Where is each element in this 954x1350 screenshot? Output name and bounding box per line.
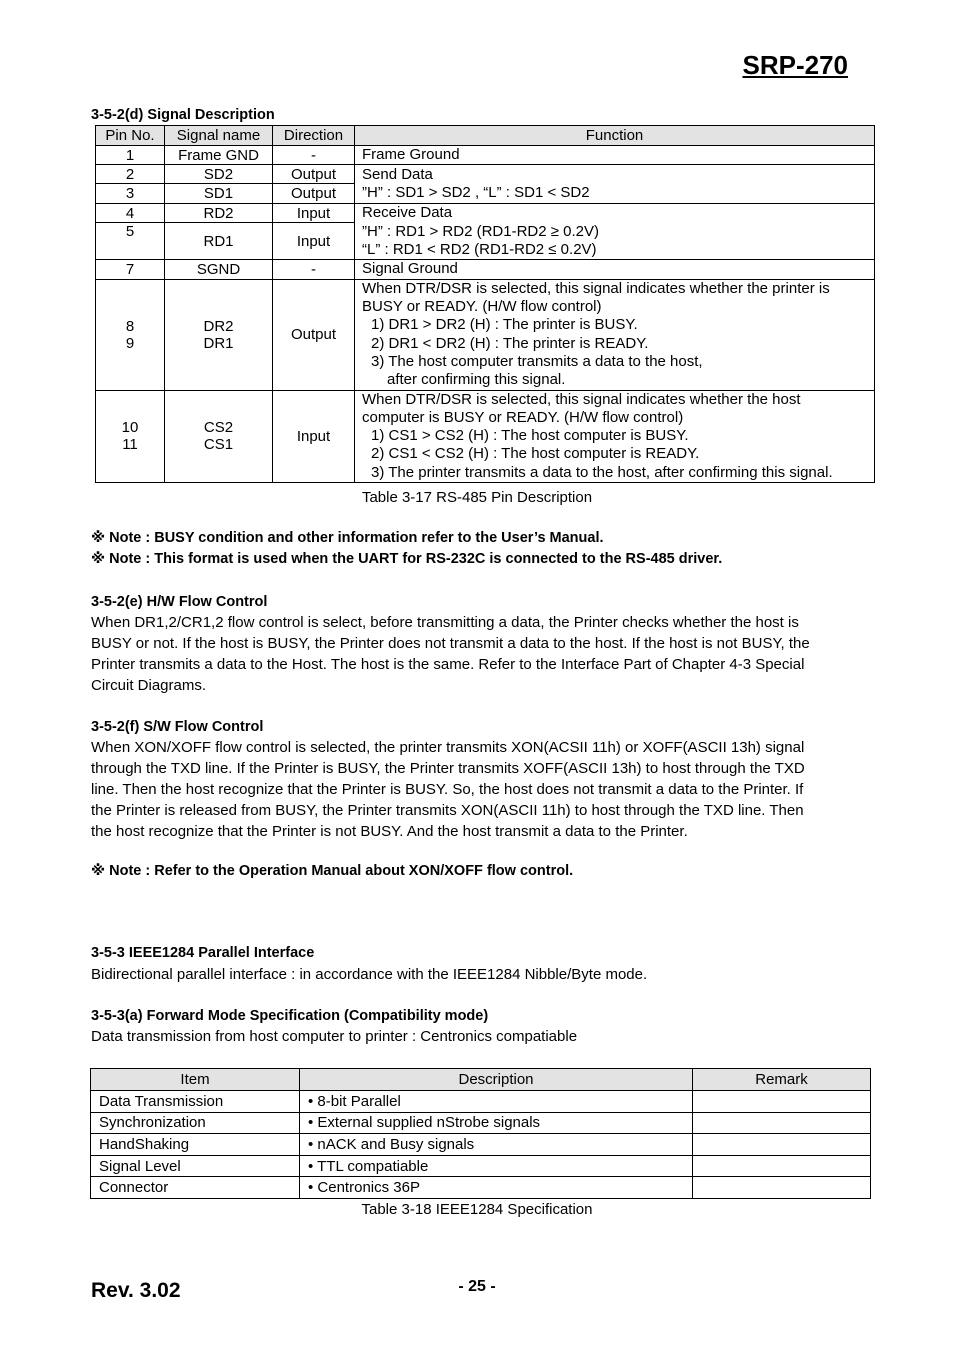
remark-cell bbox=[693, 1112, 871, 1134]
pin-cell: 5 bbox=[96, 223, 165, 260]
item-cell: Synchronization bbox=[91, 1112, 300, 1134]
direction-cell: - bbox=[273, 146, 355, 165]
remark-cell bbox=[693, 1134, 871, 1156]
description-cell: • 8-bit Parallel bbox=[300, 1091, 693, 1113]
section-title-forward-mode: 3-5-3(a) Forward Mode Specification (Compatibility mode) bbox=[91, 1008, 489, 1024]
table-row bbox=[96, 390, 875, 482]
pin-number: 10 bbox=[121, 419, 139, 437]
pin-cell: 7 bbox=[96, 260, 165, 279]
section-title-signal-description: 3-5-2(d) Signal Description bbox=[91, 107, 275, 123]
function-cell bbox=[355, 204, 875, 260]
paragraph-line: Circuit Diagrams. bbox=[91, 677, 207, 694]
signal-name: DR2 bbox=[203, 317, 234, 335]
description-cell: • External supplied nStrobe signals bbox=[300, 1112, 693, 1134]
pin-cell: 2 bbox=[96, 165, 165, 184]
table-row bbox=[91, 1112, 871, 1134]
signal-name: CS2 bbox=[203, 419, 234, 437]
paragraph-line: the Printer is released from BUSY, the Printer transmits XON(ASCII 11h) to host through the TXD line. Then bbox=[91, 802, 804, 819]
hw-flow-paragraph bbox=[91, 612, 866, 696]
function-line: 2) DR1 < DR2 (H) : The printer is READY. bbox=[371, 334, 649, 352]
function-line: computer is BUSY or READY. (H/W flow control) bbox=[362, 408, 684, 426]
table-row bbox=[96, 146, 875, 165]
signal-cell: RD1 bbox=[165, 223, 273, 260]
remark-cell bbox=[693, 1091, 871, 1113]
description-cell: • Centronics 36P bbox=[300, 1177, 693, 1199]
pin-cell: 1 bbox=[96, 146, 165, 165]
pin-cell: 3 bbox=[96, 184, 165, 204]
table-row bbox=[91, 1091, 871, 1113]
col-header-pin: Pin No. bbox=[96, 126, 165, 146]
ieee1284-spec-table bbox=[90, 1068, 871, 1199]
signal-name: DR1 bbox=[203, 334, 234, 352]
table-row bbox=[96, 165, 875, 184]
note-xon-xoff: ※ Note : Refer to the Operation Manual about XON/XOFF flow control. bbox=[91, 863, 574, 879]
revision-label: Rev. 3.02 bbox=[91, 1279, 181, 1302]
signal-name: CS1 bbox=[203, 436, 234, 454]
rs485-pin-table bbox=[95, 125, 875, 483]
function-line: 1) DR1 > DR2 (H) : The printer is BUSY. bbox=[371, 316, 638, 334]
section-title-sw-flow: 3-5-2(f) S/W Flow Control bbox=[91, 719, 264, 735]
direction-cell: Input bbox=[273, 390, 355, 482]
paragraph-line: BUSY or not. If the host is BUSY, the Printer does not transmit a data to the host. If the host is not BUSY, the bbox=[91, 635, 810, 652]
pin-number: 11 bbox=[122, 436, 138, 454]
table-row bbox=[96, 204, 875, 223]
sw-flow-paragraph bbox=[91, 737, 866, 842]
table-row bbox=[91, 1134, 871, 1156]
pin-number: 8 bbox=[125, 317, 135, 335]
table-row bbox=[91, 1155, 871, 1177]
table-header-row bbox=[96, 126, 875, 146]
function-cell bbox=[355, 165, 875, 204]
function-line: after confirming this signal. bbox=[387, 371, 566, 389]
section-title-ieee1284: 3-5-3 IEEE1284 Parallel Interface bbox=[91, 945, 315, 961]
col-header-signal: Signal name bbox=[165, 126, 273, 146]
table-row bbox=[91, 1177, 871, 1199]
table-row bbox=[96, 279, 875, 390]
col-header-function: Function bbox=[355, 126, 875, 146]
table-caption-rs485: Table 3-17 RS-485 Pin Description bbox=[361, 489, 593, 506]
function-line: BUSY or READY. (H/W flow control) bbox=[362, 298, 602, 315]
pin-number: 9 bbox=[125, 334, 135, 352]
remark-cell bbox=[693, 1155, 871, 1177]
table-row bbox=[96, 260, 875, 279]
signal-cell: RD2 bbox=[165, 204, 273, 223]
paragraph-line: the host recognize that the Printer is not BUSY. And the host transmit a data to the Printer. bbox=[91, 823, 688, 840]
col-header-description: Description bbox=[300, 1069, 693, 1091]
pin-cell bbox=[96, 279, 165, 390]
direction-cell: Input bbox=[273, 223, 355, 260]
function-line: When DTR/DSR is selected, this signal indicates whether the host bbox=[362, 390, 801, 408]
function-cell bbox=[355, 279, 875, 390]
note-uart: ※ Note : This format is used when the UART for RS-232C is connected to the RS-485 driver. bbox=[91, 551, 723, 567]
remark-cell bbox=[693, 1177, 871, 1199]
description-cell: • TTL compatiable bbox=[300, 1155, 693, 1177]
col-header-direction: Direction bbox=[273, 126, 355, 146]
function-line: Send Data bbox=[362, 166, 433, 183]
item-cell: Connector bbox=[91, 1177, 300, 1199]
col-header-item: Item bbox=[91, 1069, 300, 1091]
page-number: - 25 - bbox=[458, 1278, 496, 1295]
signal-cell: SD1 bbox=[165, 184, 273, 204]
direction-cell: Input bbox=[273, 204, 355, 223]
direction-cell: Output bbox=[273, 165, 355, 184]
description-cell: • nACK and Busy signals bbox=[300, 1134, 693, 1156]
function-cell bbox=[355, 390, 875, 482]
signal-cell: SGND bbox=[165, 260, 273, 279]
function-line: When DTR/DSR is selected, this signal indicates whether the printer is bbox=[362, 279, 830, 297]
function-line: 1) CS1 > CS2 (H) : The host computer is BUSY. bbox=[371, 427, 689, 445]
forward-mode-description: Data transmission from host computer to printer : Centronics compatiable bbox=[91, 1028, 578, 1045]
signal-cell: SD2 bbox=[165, 165, 273, 184]
function-line: ”H” : RD1 > RD2 (RD1-RD2 ≥ 0.2V) bbox=[362, 222, 600, 240]
function-cell: Frame Ground bbox=[355, 146, 875, 165]
function-line: 3) The host computer transmits a data to the host, bbox=[371, 352, 703, 370]
item-cell: Data Transmission bbox=[91, 1091, 300, 1113]
paragraph-line: through the TXD line. If the Printer is BUSY, the Printer transmits XOFF(ASCII 13h) to host through the TXD bbox=[91, 760, 805, 777]
pin-cell: 4 bbox=[96, 204, 165, 223]
function-line: 2) CS1 < CS2 (H) : The host computer is READY. bbox=[371, 445, 700, 463]
col-header-remark: Remark bbox=[693, 1069, 871, 1091]
item-cell: Signal Level bbox=[91, 1155, 300, 1177]
paragraph-line: When DR1,2/CR1,2 flow control is select, before transmitting a data, the Printer checks whether the host is bbox=[91, 614, 799, 631]
section-title-hw-flow: 3-5-2(e) H/W Flow Control bbox=[91, 594, 268, 610]
function-line: “L” : RD1 < RD2 (RD1-RD2 ≤ 0.2V) bbox=[362, 240, 597, 258]
paragraph-line: Printer transmits a data to the Host. The host is the same. Refer to the Interface Part of Chapter 4-3 Special bbox=[91, 656, 805, 673]
pin-cell bbox=[96, 390, 165, 482]
ieee1284-description: Bidirectional parallel interface : in accordance with the IEEE1284 Nibble/Byte mode. bbox=[91, 966, 648, 983]
signal-cell bbox=[165, 390, 273, 482]
function-line: 3) The printer transmits a data to the host, after confirming this signal. bbox=[371, 463, 833, 481]
direction-cell: - bbox=[273, 260, 355, 279]
item-cell: HandShaking bbox=[91, 1134, 300, 1156]
function-cell: Signal Ground bbox=[355, 260, 875, 279]
paragraph-line: line. Then the host recognize that the Printer is BUSY. So, the host does not transmit a data to the Printer. If bbox=[91, 781, 804, 798]
table-header-row bbox=[91, 1069, 871, 1091]
direction-cell: Output bbox=[273, 279, 355, 390]
model-title: SRP-270 bbox=[742, 50, 848, 80]
function-line: ”H” : SD1 > SD2 , “L” : SD1 < SD2 bbox=[362, 184, 590, 202]
direction-cell: Output bbox=[273, 184, 355, 204]
function-line: Receive Data bbox=[362, 204, 453, 222]
note-busy: ※ Note : BUSY condition and other information refer to the User’s Manual. bbox=[91, 530, 604, 546]
signal-cell: Frame GND bbox=[165, 146, 273, 165]
table-caption-ieee1284: Table 3-18 IEEE1284 Specification bbox=[361, 1201, 593, 1218]
signal-cell bbox=[165, 279, 273, 390]
paragraph-line: When XON/XOFF flow control is selected, the printer transmits XON(ACSII 11h) or XOFF(ASCII 13h) signal bbox=[91, 739, 805, 756]
